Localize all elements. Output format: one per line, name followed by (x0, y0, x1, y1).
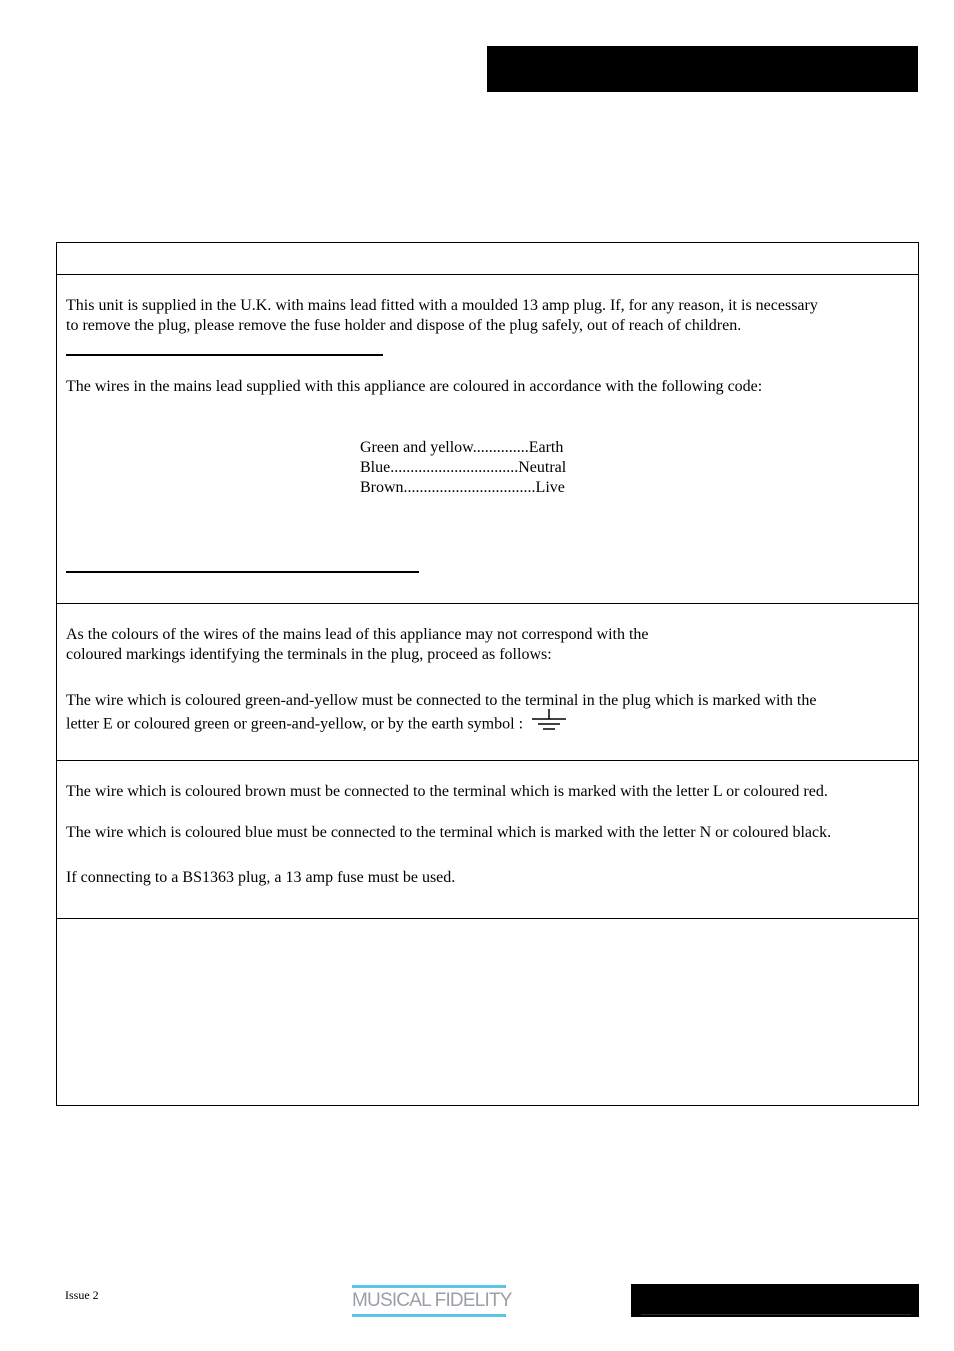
terminal-colour-note-line-2: coloured markings identifying the terminals in the plug, proceed as follows: (66, 646, 552, 663)
earth-wire-instruction-line-2 (66, 711, 567, 739)
wire-colour-code-list (360, 438, 566, 498)
section-divider-1 (57, 603, 918, 604)
header-title-bar (487, 46, 918, 92)
logo-bottom-rule (352, 1314, 506, 1317)
section-divider-3 (57, 918, 918, 919)
earth-wire-instruction-line-1: The wire which is coloured green-and-yellow must be connected to the terminal in the plug which is marked with the (66, 692, 817, 709)
box-heading-divider (57, 274, 918, 275)
plug-notice-line-1: This unit is supplied in the U.K. with mains lead fitted with a moulded 13 amp plug. If, for any reason, it is necessary (66, 297, 818, 314)
blue-wire-instruction: The wire which is coloured blue must be connected to the terminal which is marked with the letter N or coloured black. (66, 824, 832, 841)
logo-top-rule (352, 1285, 506, 1288)
issue-number: Issue 2 (65, 1288, 99, 1302)
earth-symbol-icon (531, 709, 567, 737)
plug-notice-line-2: to remove the plug, please remove the fuse holder and dispose of the plug safely, out of reach of children. (66, 317, 742, 334)
logo-wordmark: MUSICAL FIDELITY (352, 1290, 512, 1311)
wire-colour-intro: The wires in the mains lead supplied with this appliance are coloured in accordance with the following code: (66, 378, 763, 395)
fuse-instruction: If connecting to a BS1363 plug, a 13 amp fuse must be used. (66, 869, 456, 886)
footer-bar-rule (641, 1314, 911, 1315)
brown-wire-instruction: The wire which is coloured brown must be connected to the terminal which is marked with the letter L or coloured red. (66, 783, 828, 800)
heading-underline-1 (66, 354, 383, 356)
earth-wire-instruction-text: letter E or coloured green or green-and-yellow, or by the earth symbol : (66, 715, 524, 733)
colour-code-neutral: Blue................................Neutral (360, 459, 567, 476)
footer-title-bar (631, 1284, 919, 1317)
safety-information-box (56, 242, 919, 1106)
section-divider-2 (57, 760, 918, 761)
colour-code-earth: Green and yellow..............Earth (360, 439, 564, 456)
heading-underline-2 (66, 571, 419, 573)
musical-fidelity-logo (352, 1285, 512, 1317)
colour-code-live: Brown.................................Live (360, 479, 565, 496)
terminal-colour-note-line-1: As the colours of the wires of the mains lead of this appliance may not correspond with the (66, 626, 649, 643)
